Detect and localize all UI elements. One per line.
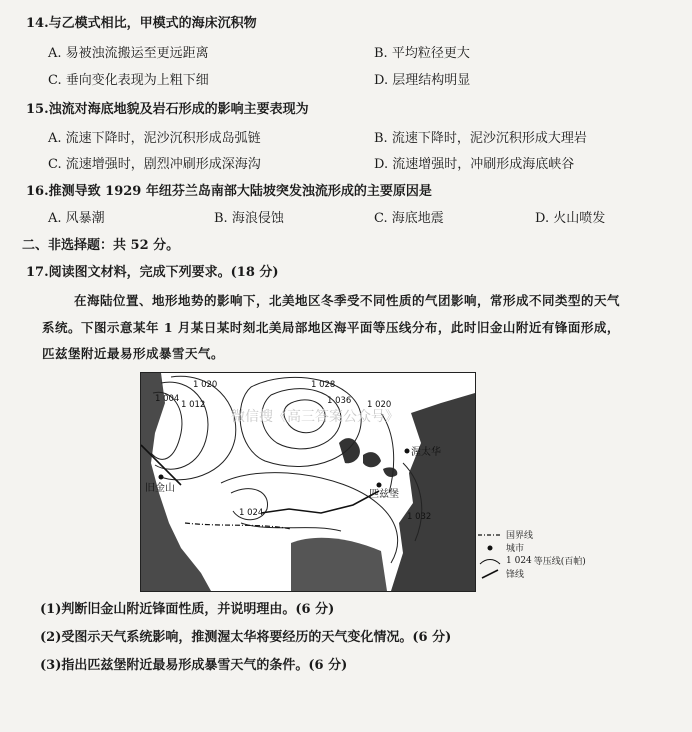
isobar-label-1: 1 004	[155, 394, 180, 404]
map-svg	[141, 373, 475, 591]
legend-city-label: 城市	[506, 544, 525, 554]
city-label-ottawa: 渥太华	[411, 447, 441, 458]
atlantic-coast-shading	[391, 393, 475, 591]
legend-border-label: 国界线	[506, 531, 534, 541]
q15-stem: 15.浊流对海底地貌及岩石形成的影响主要表现为	[26, 102, 309, 117]
city-ottawa-dot	[405, 449, 410, 454]
legend-front	[478, 567, 586, 580]
q17-paragraph-line-3: 匹兹堡附近最易形成暴雪天气。	[42, 346, 225, 361]
isobar-east	[381, 413, 394, 493]
section-heading: 二、非选择题：共 52 分。	[22, 238, 180, 253]
q17-sub1: (1)判断旧金山附近锋面性质，并说明理由。(6 分)	[40, 602, 335, 617]
q15-option-d: D. 流速增强时，冲刷形成海底峡谷	[374, 157, 575, 172]
watermark: 微信搜《高三答案公众号》	[231, 409, 399, 425]
q16-stem: 16.推测导致 1929 年纽芬兰岛南部大陆坡突发浊流形成的主要原因是	[26, 184, 432, 199]
q14-option-d: D. 层理结构明显	[374, 73, 471, 88]
q16-option-c: C. 海底地震	[374, 211, 444, 226]
q15-option-a: A. 流速下降时，泥沙沉积形成岛弧链	[48, 131, 261, 146]
q14-option-c: C. 垂向变化表现为上粗下细	[48, 73, 209, 88]
isobar-label-4: 1 028	[311, 380, 336, 390]
q16-option-b: B. 海浪侵蚀	[214, 211, 284, 226]
q14-stem: 14.与乙模式相比，甲模式的海床沉积物	[26, 16, 257, 31]
city-label-sanfrancisco: 旧金山	[145, 483, 175, 494]
isobar-label-2: 1 020	[193, 380, 218, 390]
isobar-south	[241, 523, 341, 531]
city-label-pittsburgh: 匹兹堡	[369, 489, 399, 500]
q17-paragraph-line-1: 在海陆位置、地形地势的影响下，北美地区冬季受不同性质的气团影响，常形成不同类型的天气	[74, 293, 621, 308]
isobar-label-8: 1 032	[407, 512, 432, 522]
isobar-label-5: 1 036	[327, 396, 352, 406]
map-legend	[478, 528, 586, 580]
city-sanfrancisco-dot	[159, 475, 164, 480]
legend-front-label: 锋线	[506, 570, 525, 580]
city-pittsburgh-dot	[377, 483, 382, 488]
legend-isobar-value: 1 024	[506, 555, 532, 566]
legend-isobar	[478, 554, 586, 567]
isobar-label-7: 1 024	[239, 508, 264, 518]
q16-option-d: D. 火山喷发	[535, 211, 606, 226]
q14-option-a: A. 易被浊流搬运至更远距离	[48, 46, 209, 61]
great-lakes	[339, 438, 397, 477]
isobar-label-6: 1 020	[367, 400, 392, 410]
q17-stem: 17.阅读图文材料，完成下列要求。(18 分)	[26, 265, 279, 280]
isobar-label-3: 1 012	[181, 400, 206, 410]
q17-sub3: (3)指出匹兹堡附近最易形成暴雪天气的条件。(6 分)	[40, 658, 348, 673]
q14-option-b: B. 平均粒径更大	[374, 46, 470, 61]
legend-city	[478, 541, 586, 554]
isobar-map	[140, 372, 476, 592]
gulf-shading	[291, 538, 387, 591]
q17-paragraph-line-2: 系统。下图示意某年 1 月某日某时刻北美局部地区海平面等压线分布，此时旧金山附近有锋面形成，	[42, 320, 620, 335]
q16-option-a: A. 风暴潮	[48, 211, 105, 226]
q15-option-c: C. 流速增强时，剧烈冲刷形成深海沟	[48, 157, 261, 172]
q15-option-b: B. 流速下降时，泥沙沉积形成大理岩	[374, 131, 587, 146]
isobar-1020-west	[161, 376, 236, 480]
legend-isobar-label: 等压线(百帕)	[533, 557, 586, 567]
legend-border	[478, 528, 586, 541]
front-pittsburgh	[261, 491, 379, 513]
q17-sub2: (2)受图示天气系统影响，推测渥太华将要经历的天气变化情况。(6 分)	[40, 630, 452, 645]
